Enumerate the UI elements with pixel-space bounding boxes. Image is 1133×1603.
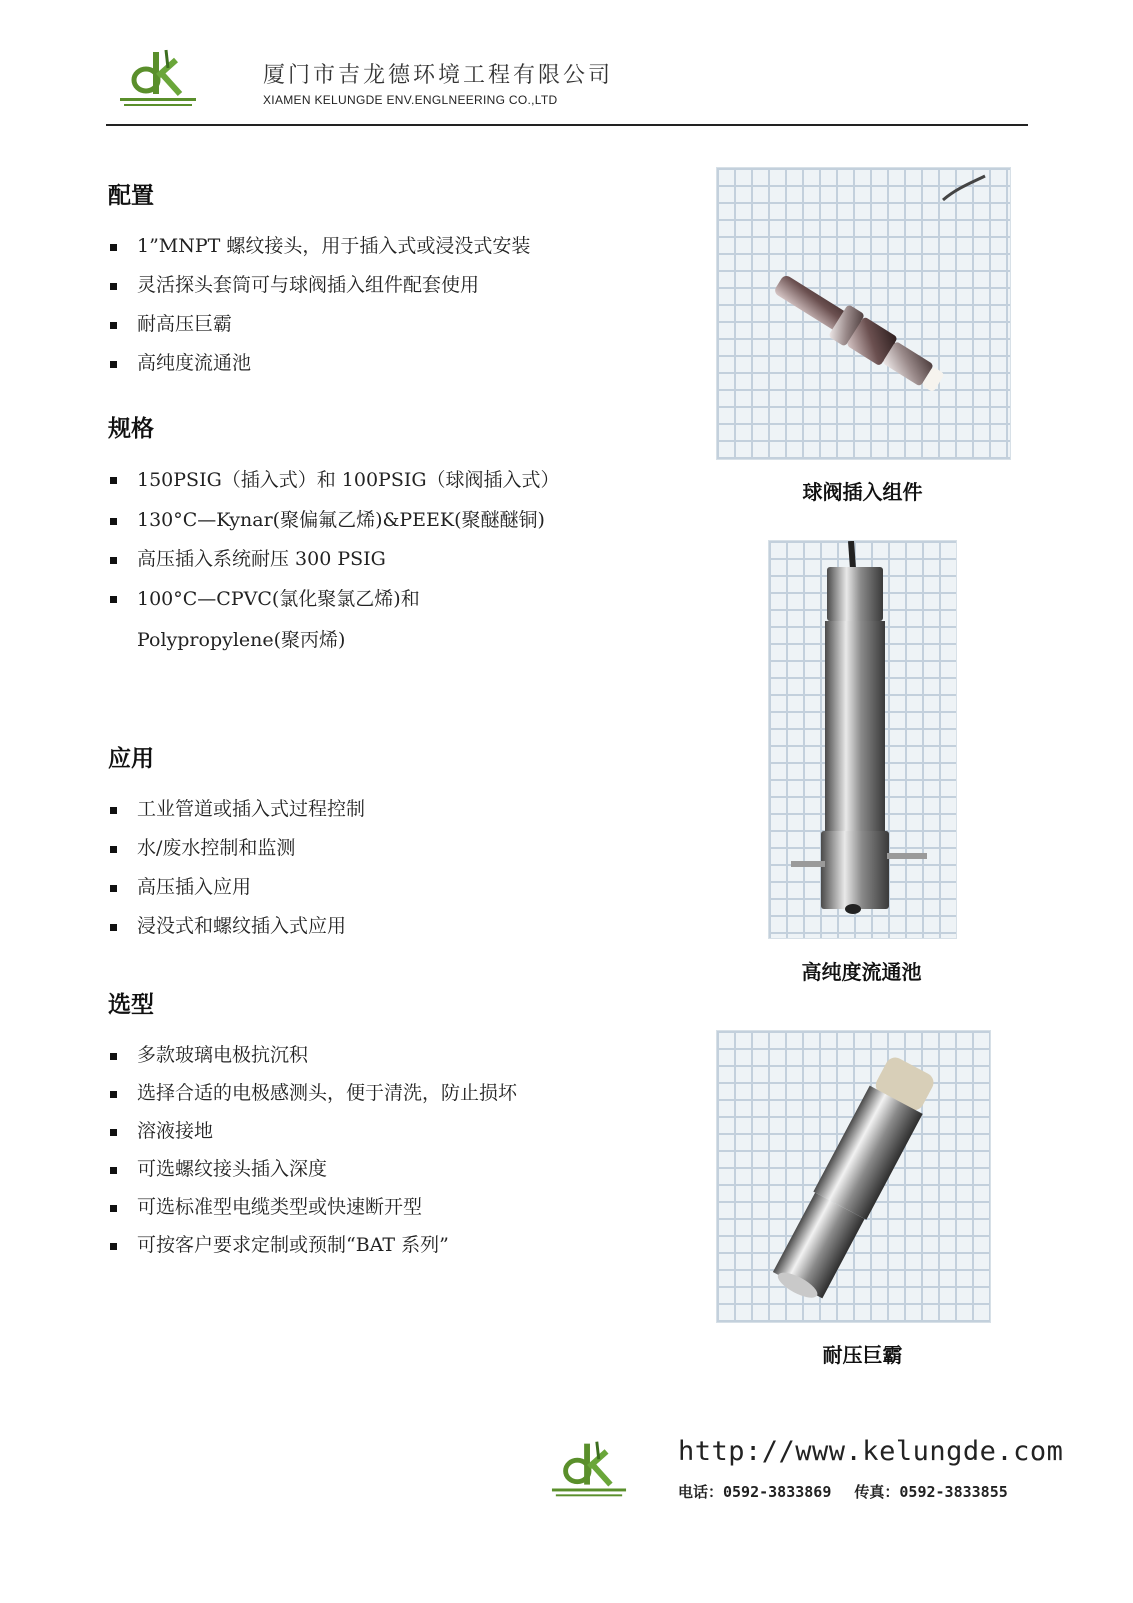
- list-item: 选择合适的电极感测头，便于清洗，防止损坏: [108, 1074, 608, 1112]
- list-item: 溶液接地: [108, 1112, 608, 1150]
- list-item: 高压插入系统耐压 300 PSIG: [108, 540, 578, 579]
- pressure-sensor-photo-icon: [716, 1030, 991, 1323]
- list-item: 高压插入应用: [108, 868, 608, 907]
- flow-cell-sensor-photo-icon: [768, 540, 957, 939]
- selection-list: [108, 1036, 608, 1264]
- list-item: 水/废水控制和监测: [108, 829, 608, 868]
- photo-caption: 耐压巨霸: [822, 1343, 903, 1367]
- phone-number: 电话：0592-3833869: [678, 1483, 832, 1501]
- list-item: 工业管道或插入式过程控制: [108, 790, 608, 829]
- company-name-cn: 厦门市吉龙德环境工程有限公司: [263, 63, 614, 88]
- section-application: [108, 744, 608, 946]
- section-selection: [108, 990, 608, 1264]
- section-spec: [108, 414, 578, 661]
- list-item: 1”MNPT 螺纹接头，用于插入式或浸没式安装: [108, 227, 608, 266]
- list-item: 可选螺纹接头插入深度: [108, 1150, 608, 1188]
- list-item: 130°C—Kynar(聚偏氟乙烯)&PEEK(聚醚醚铜): [108, 501, 578, 540]
- spec-list: [108, 460, 578, 661]
- company-name-en: XIAMEN KELUNGDE ENV.ENGLNEERING CO.,LTD: [263, 93, 558, 107]
- list-item: 100°C—CPVC(氯化聚氯乙烯)和 Polypropylene(聚丙烯): [108, 579, 457, 661]
- contact-info: [678, 1481, 1022, 1502]
- section-title-spec: 规格: [108, 416, 154, 442]
- ball-valve-sensor-photo-icon: [716, 167, 1011, 460]
- photo-caption: 球阀插入组件: [802, 480, 923, 504]
- footer-logo-icon: [550, 1437, 628, 1501]
- list-item: 高纯度流通池: [108, 344, 608, 383]
- list-item: 浸没式和螺纹插入式应用: [108, 907, 608, 946]
- list-item: 灵活探头套筒可与球阀插入组件配套使用: [108, 266, 608, 305]
- list-item: 150PSIG（插入式）和 100PSIG（球阀插入式）: [108, 460, 578, 501]
- company-logo-icon: [118, 46, 198, 110]
- section-title-application: 应用: [108, 746, 154, 772]
- section-config: [108, 181, 608, 383]
- photo-caption: 高纯度流通池: [801, 960, 922, 984]
- list-item: 可按客户要求定制或预制“BAT 系列”: [108, 1226, 608, 1264]
- fax-number: 传真：0592-3833855: [854, 1483, 1008, 1501]
- list-item: 可选标准型电缆类型或快速断开型: [108, 1188, 608, 1226]
- section-title-selection: 选型: [108, 992, 154, 1018]
- section-title-config: 配置: [108, 183, 154, 209]
- header-divider: [106, 124, 1028, 126]
- config-list: [108, 227, 608, 383]
- list-item: 耐高压巨霸: [108, 305, 608, 344]
- application-list: [108, 790, 608, 946]
- list-item: 多款玻璃电极抗沉积: [108, 1036, 608, 1074]
- website-link[interactable]: http://www.kelungde.com: [678, 1436, 1064, 1467]
